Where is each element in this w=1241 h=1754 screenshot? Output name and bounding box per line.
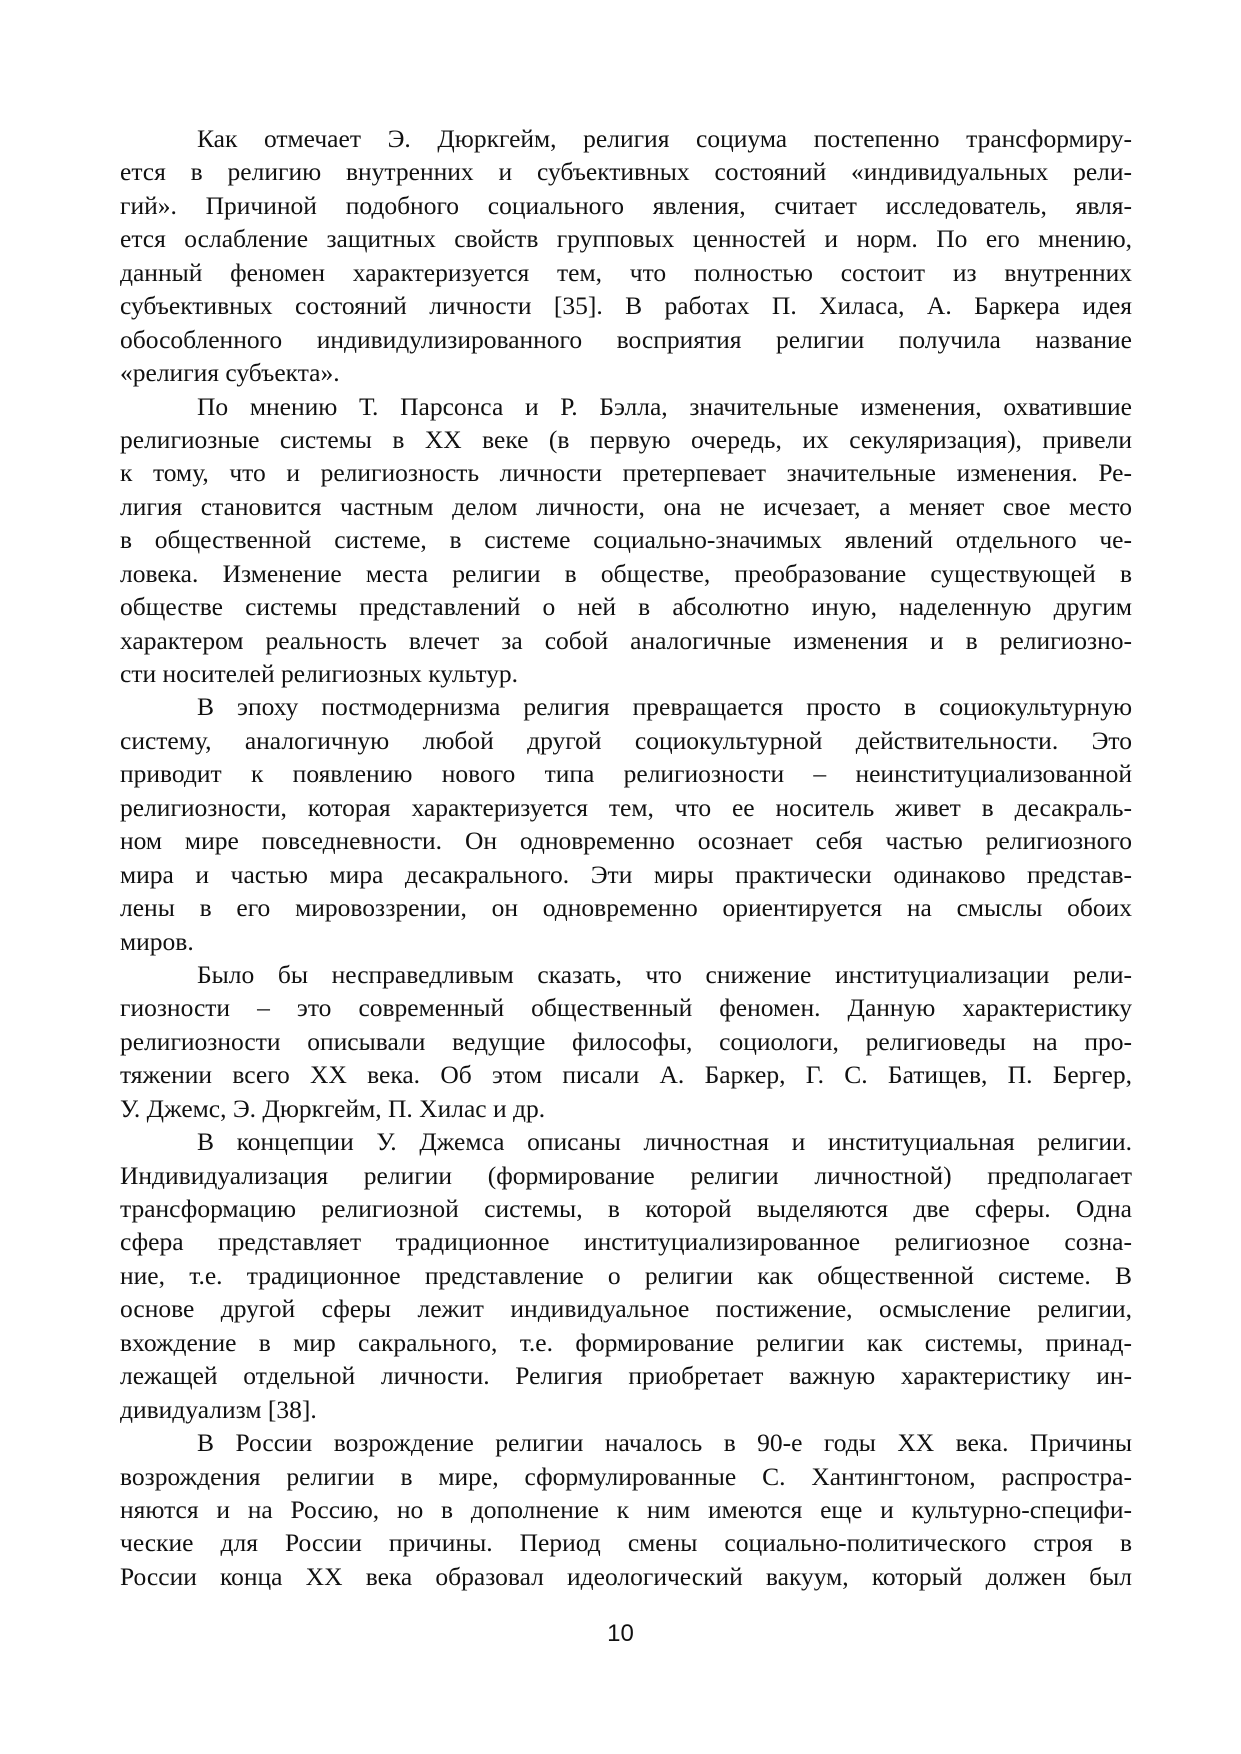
text-line: основе другой сферы лежит индивидуальное постижение, осмысление религии, — [120, 1294, 1132, 1324]
text-line: няются и на Россию, но в дополнение к ним имеются еще и культурно-специфи- — [120, 1494, 1132, 1524]
paragraph — [120, 390, 1132, 691]
paragraph — [120, 1426, 1132, 1593]
text-line: В эпоху постмодернизма религия превращается просто в социокультурную — [197, 692, 1132, 722]
text-line: данный феномен характеризуется тем, что полностью состоит из внутренних — [120, 257, 1132, 287]
text-line: У. Джемс, Э. Дюркгейм, П. Хилас и др. — [120, 1093, 546, 1123]
text-line: «религия субъекта». — [120, 358, 340, 388]
text-line: систему, аналогичную любой другой социокультурной действительности. Это — [120, 725, 1132, 755]
text-line: Как отмечает Э. Дюркгейм, религия социума постепенно трансформиру- — [197, 124, 1132, 153]
text-line: сфера представляет традиционное институциализированное религиозное созна- — [120, 1227, 1132, 1257]
text-line: В концепции У. Джемса описаны личностная и институциальная религии. — [197, 1127, 1132, 1157]
text-line: ется ослабление защитных свойств групповых ценностей и норм. По его мнению, — [120, 224, 1132, 254]
text-line: дивидуализм [38]. — [120, 1394, 317, 1424]
text-line: лежащей отдельной личности. Религия приобретает важную характеристику ин- — [120, 1361, 1132, 1391]
page-number: 10 — [607, 1620, 634, 1647]
text-line: ловека. Изменение места религии в обществе, преобразование существующей в — [120, 558, 1132, 588]
text-line: В России возрождение религии началось в 90-е годы XX века. Причины — [197, 1428, 1132, 1458]
text-line: субъективных состояний личности [35]. В работах П. Хиласа, А. Баркера идея — [120, 291, 1132, 321]
text-line: обособленного индивидулизированного восприятия религии получила название — [120, 324, 1132, 354]
paragraph — [120, 690, 1132, 958]
text-line: религиозности описывали ведущие философы, социологи, религиоведы на про- — [120, 1026, 1132, 1056]
text-line: вхождение в мир сакрального, т.е. формирование религии как системы, принад- — [120, 1327, 1132, 1357]
paragraph — [120, 1125, 1132, 1426]
text-line: трансформацию религиозной системы, в которой выделяются две сферы. Одна — [120, 1194, 1132, 1223]
text-line: лены в его мировоззрении, он одновременно ориентируется на смыслы обоих — [120, 893, 1132, 923]
text-line: ческие для России причины. Период смены социально-политического строя в — [120, 1528, 1132, 1558]
text-line: гий». Причиной подобного социального явления, считает исследователь, явля- — [120, 190, 1132, 220]
text-line: тяжении всего XX века. Об этом писали А. Баркер, Г. С. Батищев, П. Бергер, — [120, 1060, 1132, 1090]
text-line: Было бы несправедливым сказать, что снижение институциализации рели- — [197, 959, 1132, 989]
paragraph — [120, 958, 1132, 1125]
text-line: обществе системы представлений о ней в абсолютно иную, наделенную другим — [120, 592, 1132, 622]
text-line: сти носителей религиозных культур. — [120, 659, 519, 688]
text-line: приводит к появлению нового типа религиозности – неинституциализованной — [120, 759, 1132, 789]
text-line: религиозности, которая характеризуется тем, что ее носитель живет в десакраль- — [120, 792, 1132, 822]
text-line: религиозные системы в XX веке (в первую очередь, их секуляризация), привели — [120, 424, 1132, 454]
text-line: гиозности – это современный общественный феномен. Данную характеристику — [120, 993, 1132, 1023]
text-line: ние, т.е. традиционное представление о религии как общественной системе. В — [120, 1260, 1132, 1290]
text-line: России конца XX века образовал идеологический вакуум, который должен был — [120, 1561, 1132, 1591]
text-line: лигия становится частным делом личности, она не исчезает, а меняет свое место — [120, 491, 1132, 521]
text-line: миров. — [120, 926, 194, 956]
paragraph — [120, 122, 1132, 390]
text-line: мира и частью мира десакрального. Эти миры практически одинаково представ- — [120, 859, 1132, 889]
text-line: в общественной системе, в системе социально-значимых явлений отдельного че- — [120, 525, 1132, 555]
text-line: По мнению Т. Парсонса и Р. Бэлла, значительные изменения, охватившие — [197, 391, 1132, 421]
text-line: ном мире повседневности. Он одновременно осознает себя частью религиозного — [120, 826, 1132, 856]
text-line: к тому, что и религиозность личности претерпевает значительные изменения. Ре- — [120, 458, 1132, 488]
page-body — [120, 122, 1132, 1593]
text-line: Индивидуализация религии (формирование религии личностной) предполагает — [120, 1160, 1132, 1190]
text-line: ется в религию внутренних и субъективных состояний «индивидуальных рели- — [120, 157, 1132, 187]
text-line: возрождения религии в мире, сформулированные С. Хантингтоном, распростра- — [120, 1461, 1132, 1491]
text-line: характером реальность влечет за собой аналогичные изменения и в религиозно- — [120, 625, 1132, 655]
